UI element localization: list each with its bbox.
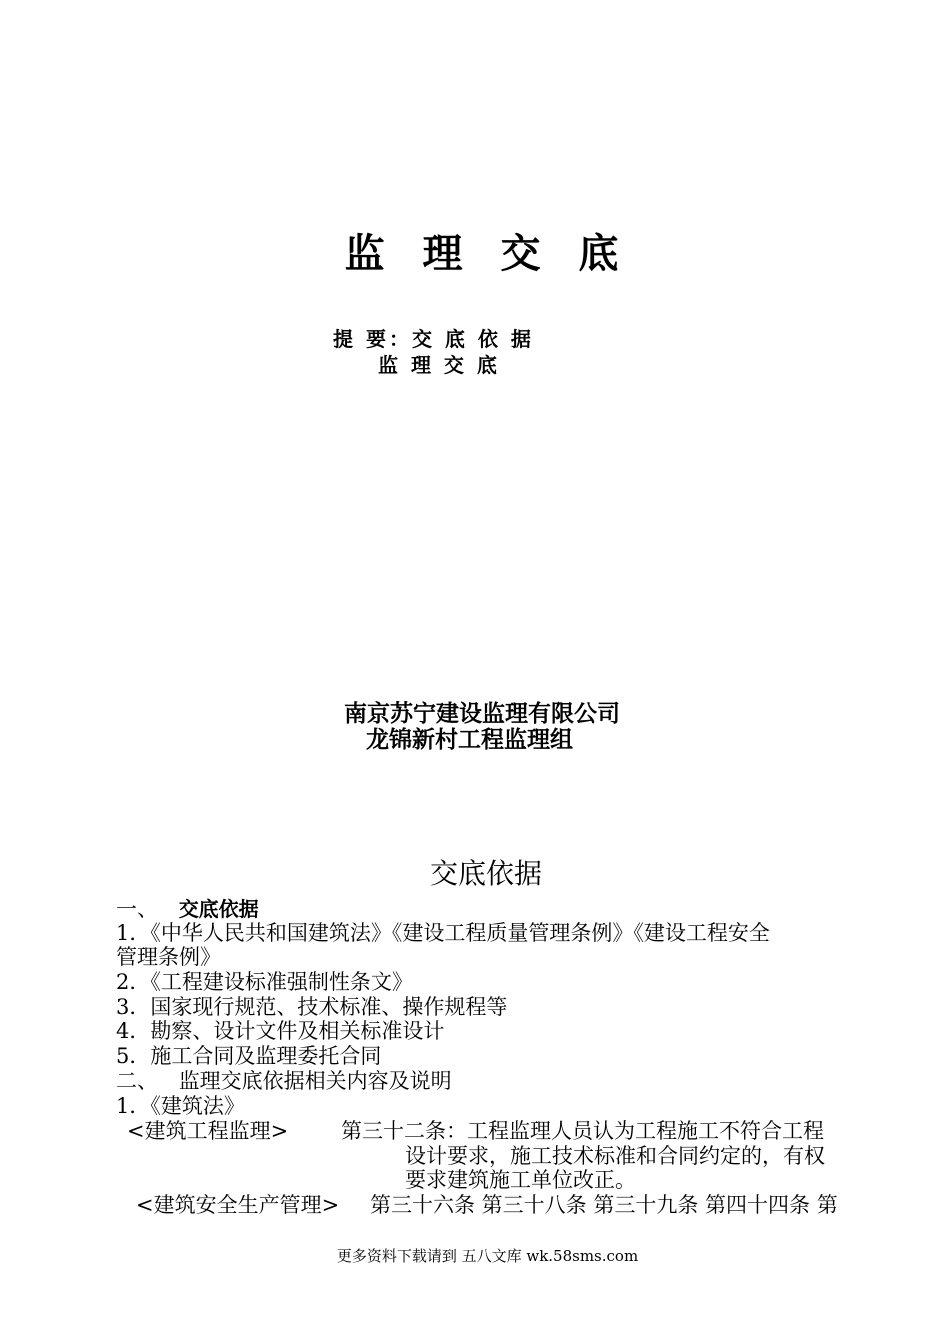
- law-text: 要求建筑施工单位改正。: [405, 1168, 636, 1192]
- list-item: 5．施工合同及监理委托合同: [116, 1044, 382, 1068]
- section-2-heading: [116, 1069, 452, 1093]
- company-name: 南京苏宁建设监理有限公司: [344, 701, 620, 727]
- section-2-number: 二、: [116, 1069, 158, 1093]
- group-name: 龙锦新村工程监理组: [366, 727, 573, 753]
- list-item: 4．勘察、设计文件及相关标准设计: [116, 1019, 445, 1043]
- section-1-number: 一、: [116, 897, 158, 921]
- section-1-title: 交底依据: [178, 897, 259, 921]
- abstract-line-2: 监 理 交 底: [378, 353, 500, 377]
- list-item: 2．《工程建设标准强制性条文》: [116, 970, 413, 994]
- list-item: 1．《中华人民共和国建筑法》《建设工程质量管理条例》《建设工程安全: [116, 921, 770, 945]
- footer-text: 更多资料下载请到 五八文库 wk.58sms.com: [336, 1247, 639, 1265]
- law-label: <建筑工程监理>: [127, 1119, 289, 1143]
- document-title: 监 理 交 底: [344, 231, 631, 277]
- law-text: 第三十六条 第三十八条 第三十九条 第四十四条 第: [370, 1193, 838, 1217]
- abstract-line-1: 提 要：交 底 依 据: [333, 327, 534, 351]
- law-label: <建筑安全生产管理>: [136, 1193, 340, 1217]
- section-1-heading: [116, 897, 259, 921]
- list-item: 3．国家现行规范、技术标准、操作规程等: [116, 995, 508, 1019]
- list-item: 管理条例》: [116, 945, 221, 969]
- list-item: 1．《建筑法》: [116, 1094, 245, 1118]
- section-2-title: 监理交底依据相关内容及说明: [178, 1069, 452, 1093]
- section-heading: 交底依据: [429, 857, 542, 890]
- law-text: 第三十二条：工程监理人员认为工程施工不符合工程: [341, 1119, 824, 1143]
- law-text: 设计要求，施工技术标准和合同约定的，有权: [405, 1144, 825, 1168]
